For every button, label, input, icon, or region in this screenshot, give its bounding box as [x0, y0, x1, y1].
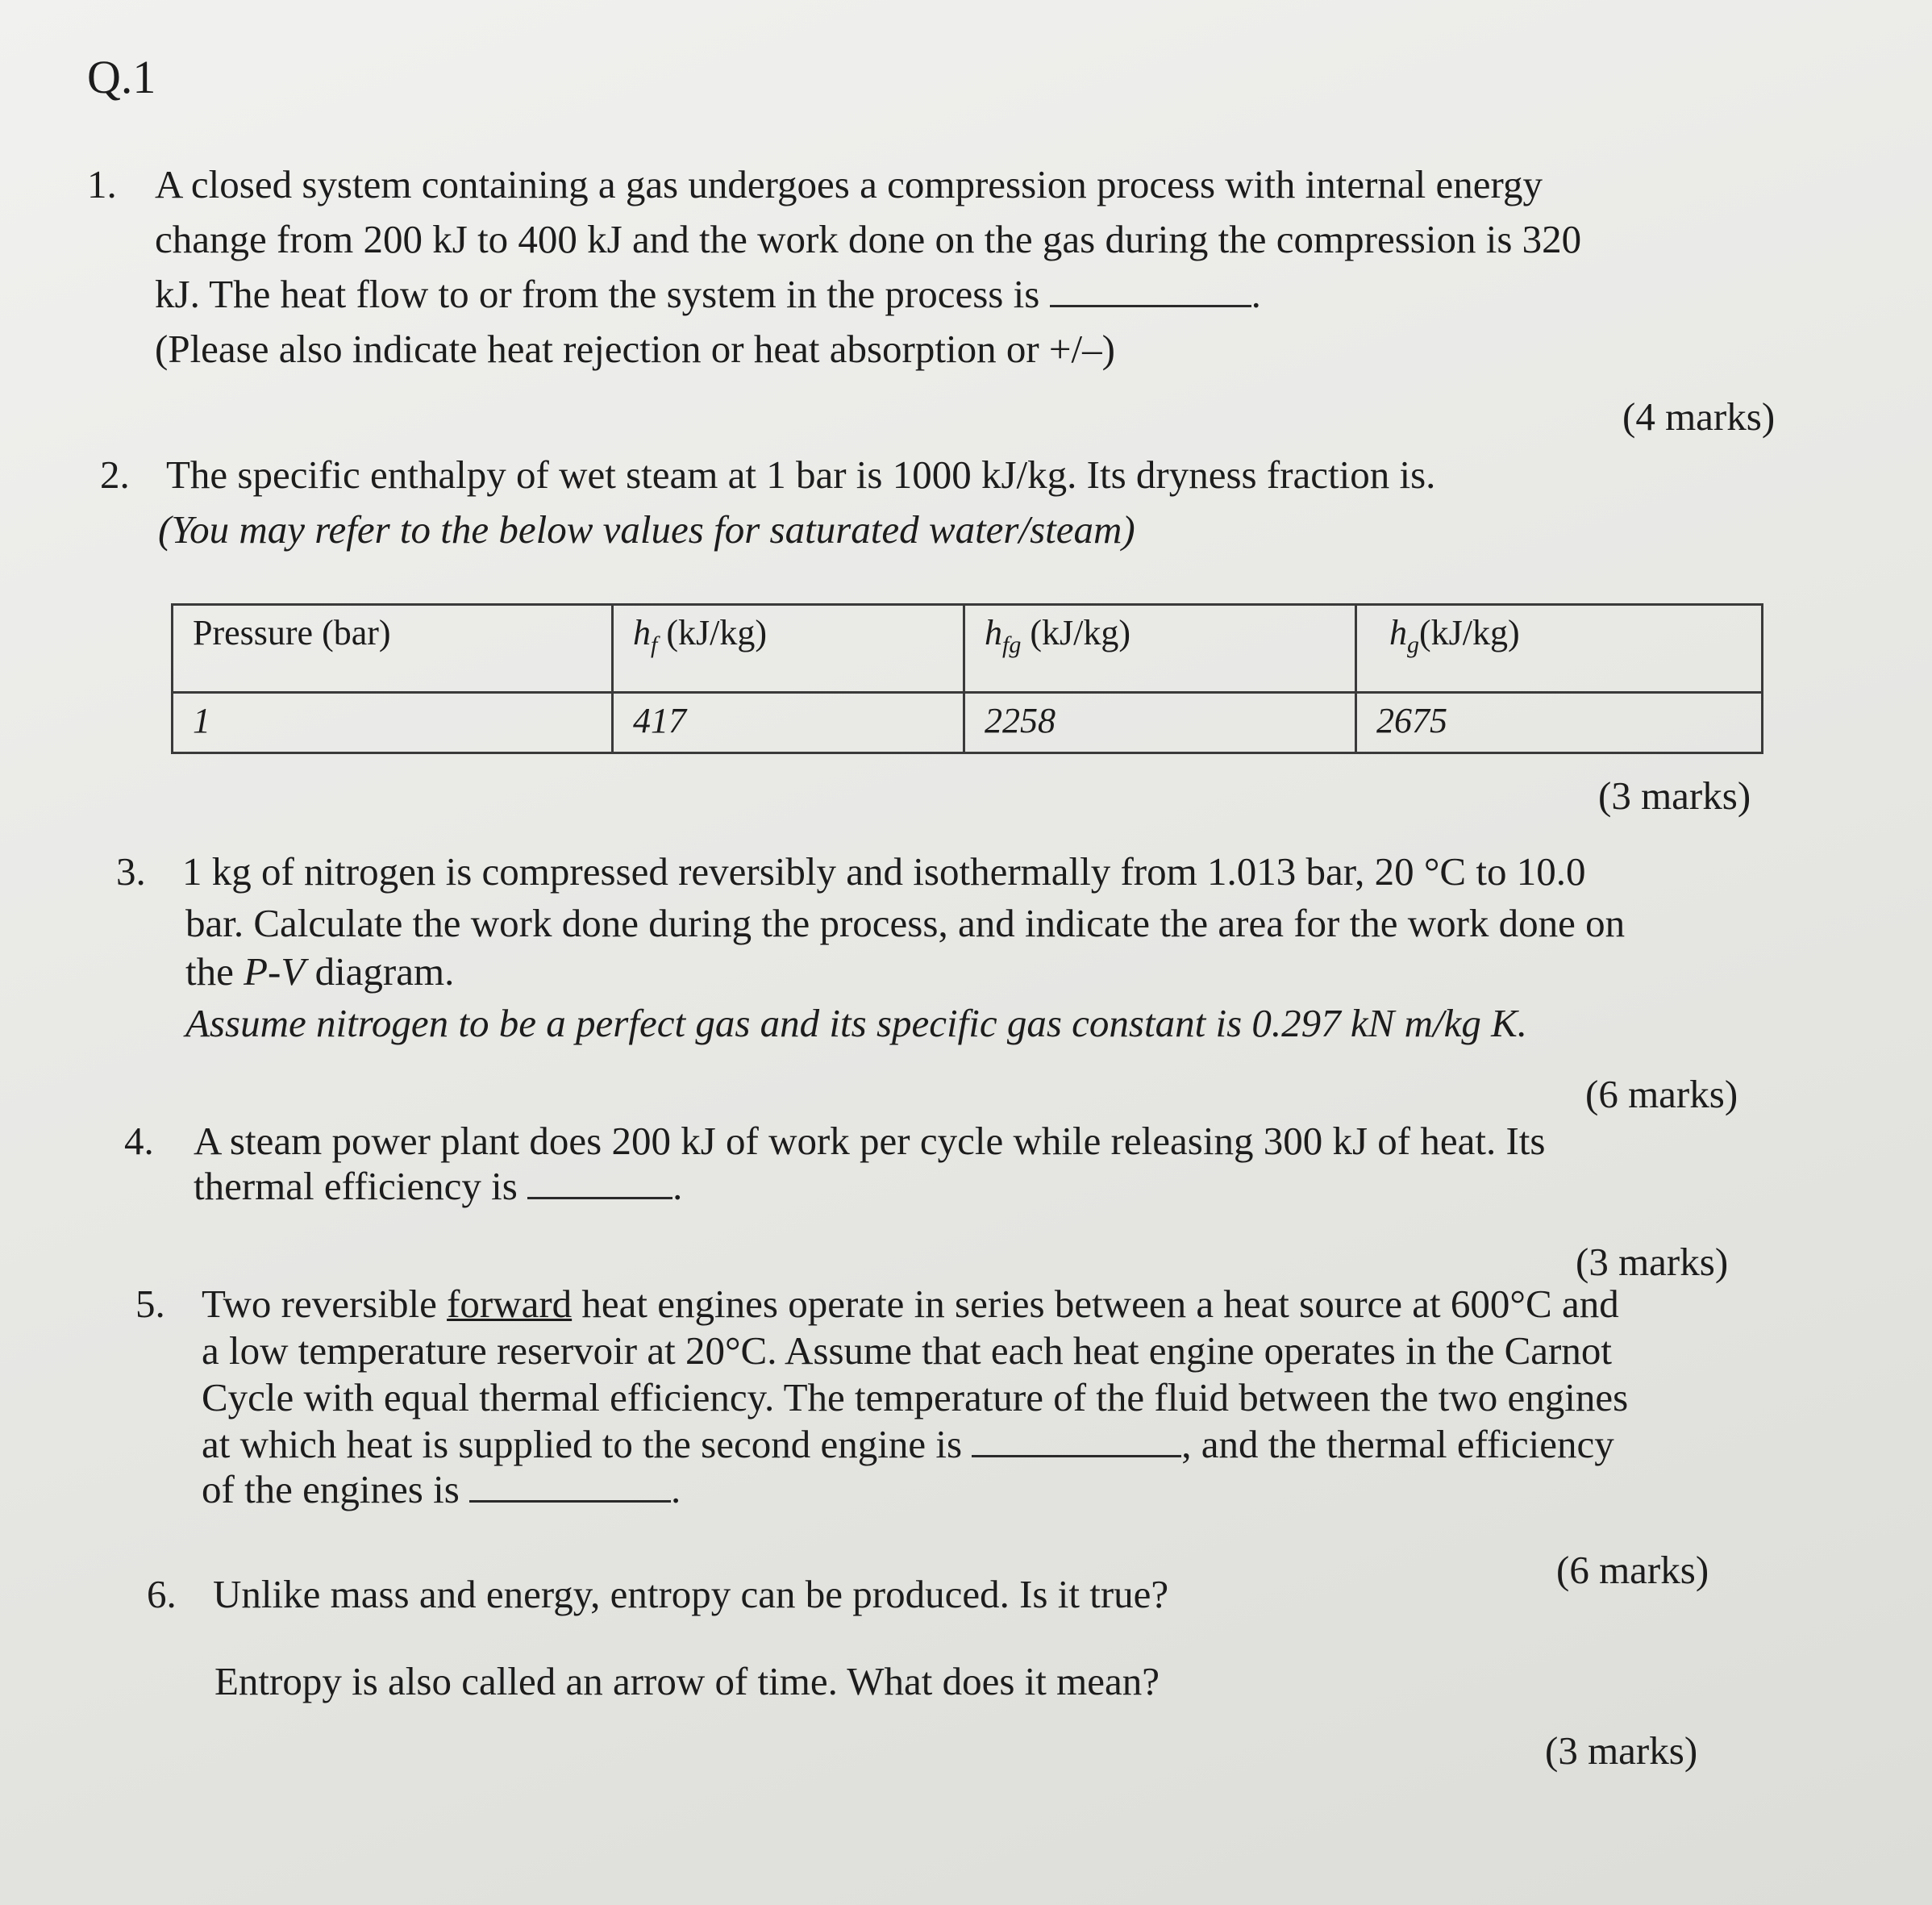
hg-unit: (kJ/kg) — [1419, 613, 1520, 652]
table-cell-hg: 2675 — [1356, 693, 1763, 753]
q3-line-1: 1 kg of nitrogen is compressed reversibly and isothermally from 1.013 bar, 20 °C to 10.0 — [182, 849, 1586, 894]
q6-marks: (3 marks) — [1545, 1728, 1698, 1773]
hfg-unit: (kJ/kg) — [1021, 613, 1130, 652]
q3-line-3 — [185, 948, 454, 994]
q4-end-dot: . — [672, 1164, 683, 1208]
pv-label: P-V — [244, 949, 306, 994]
q4-marks: (3 marks) — [1576, 1240, 1729, 1284]
table-row — [173, 693, 1763, 753]
q2-number: 2. — [100, 452, 130, 497]
q3-line-3-c: diagram. — [305, 949, 455, 994]
q5-line-1 — [202, 1281, 1619, 1327]
table-header-hfg — [964, 605, 1356, 693]
q5-line-1-c: heat engines operate in series between a heat source at 600°C and — [572, 1282, 1619, 1326]
q6-line-2: Entropy is also called an arrow of time. What does it mean? — [214, 1659, 1160, 1703]
table-cell-hf: 417 — [613, 693, 964, 753]
q5-line-4 — [202, 1421, 1614, 1467]
q1-number: 1. — [87, 162, 117, 206]
q1-line-3-text: kJ. The heat flow to or from the system in the process is — [155, 272, 1040, 316]
saturated-steam-table — [171, 603, 1763, 754]
hfg-symbol: h — [985, 613, 1002, 652]
q5-line-5-text: of the engines is — [202, 1467, 460, 1511]
q3-marks: (6 marks) — [1585, 1072, 1738, 1116]
q1-line-2: change from 200 kJ to 400 kJ and the work done on the gas during the compression is 320 — [155, 217, 1582, 261]
q4-number: 4. — [124, 1119, 154, 1163]
forward-word: forward — [447, 1282, 573, 1326]
hg-subscript: g — [1407, 631, 1419, 658]
q3-line-3-a: the — [185, 949, 244, 994]
q1-end-dot: . — [1251, 272, 1261, 316]
q5-line-1-a: Two reversible — [202, 1282, 448, 1326]
q5-line-4-b: , and the thermal efficiency — [1181, 1422, 1614, 1466]
q2-marks: (3 marks) — [1598, 773, 1751, 818]
q5-end-dot: . — [671, 1467, 681, 1511]
q1-marks: (4 marks) — [1622, 394, 1776, 439]
q1-line-1: A closed system containing a gas undergoes a compression process with internal energy — [155, 162, 1543, 206]
q1-line-3 — [155, 271, 1261, 317]
hf-symbol: h — [633, 613, 651, 652]
table-cell-pressure: 1 — [173, 693, 613, 753]
q6-number: 6. — [147, 1572, 177, 1616]
q1-answer-blank[interactable] — [1050, 273, 1251, 307]
q4-line-1: A steam power plant does 200 kJ of work per cycle while releasing 300 kJ of heat. Its — [194, 1119, 1546, 1163]
question-title: Q.1 — [87, 51, 156, 103]
table-header-pressure: Pressure (bar) — [173, 605, 613, 693]
hfg-subscript: fg — [1002, 631, 1022, 658]
q3-number: 3. — [116, 849, 146, 894]
q2-line-2: (You may refer to the below values for saturated water/steam) — [158, 507, 1135, 552]
q3-line-4: Assume nitrogen to be a perfect gas and its specific gas constant is 0.297 kN m/kg K. — [185, 1001, 1528, 1045]
q5-line-4-a: at which heat is supplied to the second engine is — [202, 1422, 963, 1466]
table-header-row — [173, 605, 1763, 693]
q2-line-1: The specific enthalpy of wet steam at 1 bar is 1000 kJ/kg. Its dryness fraction is. — [166, 452, 1436, 497]
q5-line-3: Cycle with equal thermal efficiency. The temperature of the fluid between the two engines — [202, 1375, 1629, 1419]
q4-answer-blank[interactable] — [527, 1165, 672, 1199]
q6-line-1: Unlike mass and energy, entropy can be produced. Is it true? — [213, 1572, 1169, 1616]
q5-marks: (6 marks) — [1556, 1548, 1709, 1592]
q5-line-5 — [202, 1466, 681, 1512]
q5-line-2: a low temperature reservoir at 20°C. Assume that each heat engine operates in the Carnot — [202, 1328, 1612, 1373]
q3-line-2: bar. Calculate the work done during the process, and indicate the area for the work done on — [185, 901, 1626, 945]
hg-symbol: h — [1389, 613, 1407, 652]
q4-line-2-text: thermal efficiency is — [194, 1164, 518, 1208]
hf-subscript: f — [651, 631, 658, 658]
q5-temperature-blank[interactable] — [972, 1423, 1181, 1457]
q5-efficiency-blank[interactable] — [469, 1468, 671, 1503]
q1-line-4: (Please also indicate heat rejection or heat absorption or +/–) — [155, 327, 1115, 371]
q5-number: 5. — [135, 1282, 165, 1326]
table-header-hf — [613, 605, 964, 693]
hf-unit: (kJ/kg) — [657, 613, 767, 652]
table-header-hg — [1356, 605, 1763, 693]
q4-line-2 — [194, 1163, 682, 1209]
table-cell-hfg: 2258 — [964, 693, 1356, 753]
